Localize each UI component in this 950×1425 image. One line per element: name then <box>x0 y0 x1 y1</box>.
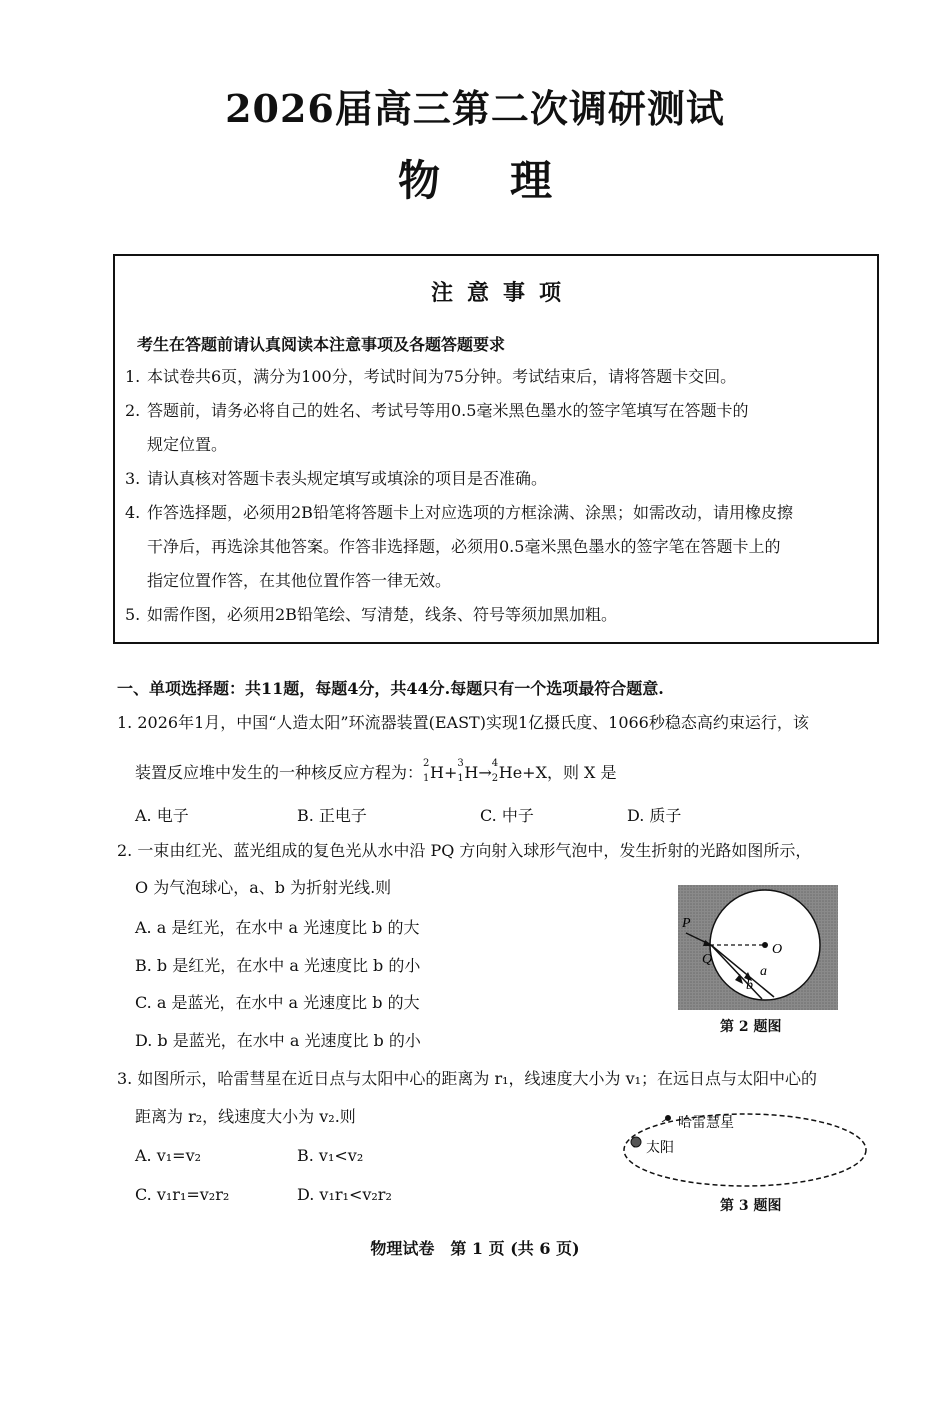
q1-option-c: C. 中子 <box>480 806 534 825</box>
q1-line2: 装置反应堆中发生的一种核反应方程为： 2 1 H+ 3 1 H→ 4 2 He+X，则 X 是 <box>135 758 617 784</box>
q1-line1: 1. 2026年1月，中国“人造太阳”环流器装置(EAST)实现1亿摄氏度、1066秒稳态高约束运行，该 <box>117 713 809 732</box>
q2-option-b: B. b 是红光，在水中 a 光速度比 b 的小 <box>135 956 421 975</box>
label-a: a <box>760 964 767 979</box>
halley-orbit-figure <box>618 1105 873 1190</box>
sun-label: 太阳 <box>646 1140 674 1156</box>
nuclide-h3: 3 1 H <box>457 758 479 784</box>
sun-dot-label: · <box>632 1139 637 1154</box>
notice-box <box>113 254 879 644</box>
label-q: Q <box>702 952 713 967</box>
q3-option-c: C. v₁r₁=v₂r₂ <box>135 1185 230 1204</box>
q3-caption: 第 3 题图 <box>720 1198 782 1214</box>
center-point <box>762 942 768 948</box>
q3-option-b: B. v₁<v₂ <box>297 1146 364 1165</box>
notice-item-4: 4. 作答选择题，必须用2B铅笔将答题卡上对应选项的方框涂满、涂黑；如需改动，请用橡皮擦 干净后，再选涂其他答案。作答非选择题，必须用0.5毫米黑色墨水的签字笔在答题卡上的 指定位置作答，在其他位置作答一律无效。 <box>125 503 793 590</box>
nuclide-h2: 2 1 H <box>423 758 444 784</box>
notice-item-2: 2. 答题前，请务必将自己的姓名、考试号等用0.5毫米黑色墨水的签字笔填写在答题卡的 规定位置。 <box>125 401 749 454</box>
q3-option-d: D. v₁r₁<v₂r₂ <box>297 1185 392 1204</box>
label-b: b <box>746 978 753 993</box>
exam-subject: 物理 <box>397 156 622 205</box>
q1-option-a: A. 电子 <box>135 806 189 825</box>
q2-option-d: D. b 是蓝光，在水中 a 光速度比 b 的小 <box>135 1031 421 1050</box>
nuclide-he4: 4 2 He <box>491 758 523 784</box>
notice-intro: 考生在答题前请认真阅读本注意事项及各题答题要求 <box>137 335 506 354</box>
q2-line2: O 为气泡球心，a、b 为折射光线.则 <box>135 878 392 897</box>
q1-option-b: B. 正电子 <box>297 806 367 825</box>
q3-line2: 距离为 r₂，线速度大小为 v₂.则 <box>135 1107 356 1126</box>
label-p: P <box>682 916 691 931</box>
q2-option-c: C. a 是蓝光，在水中 a 光速度比 b 的大 <box>135 993 420 1012</box>
exam-title: 2026届高三第二次调研测试 <box>225 86 725 131</box>
notice-item-5: 5. 如需作图，必须用2B铅笔绘、写清楚，线条、符号等须加黑加粗。 <box>125 605 617 624</box>
bubble-refraction-figure <box>678 885 838 1010</box>
q2-option-a: A. a 是红光，在水中 a 光速度比 b 的大 <box>135 918 420 937</box>
q1-option-d: D. 质子 <box>627 806 682 825</box>
q3-line1: 3. 如图所示，哈雷彗星在近日点与太阳中心的距离为 r₁，线速度大小为 v₁；在远日点与太阳中心的 <box>117 1069 818 1088</box>
section-heading: 一、单项选择题：共11题，每题4分，共44分.每题只有一个选项最符合题意. <box>117 679 664 698</box>
q2-caption: 第 2 题图 <box>720 1019 782 1035</box>
label-o: O <box>772 942 783 957</box>
notice-item-1: 1. 本试卷共6页，满分为100分，考试时间为75分钟。考试结束后，请将答题卡交回。 <box>125 367 737 386</box>
q3-option-a: A. v₁=v₂ <box>135 1146 202 1165</box>
notice-title: 注意事项 <box>430 280 575 306</box>
page-footer: 物理试卷 第 1 页 (共 6 页) <box>370 1239 580 1258</box>
notice-item-3: 3. 请认真核对答题卡表头规定填写或填涂的项目是否准确。 <box>125 469 548 488</box>
q2-line1: 2. 一束由红光、蓝光组成的复色光从水中沿 PQ 方向射入球形气泡中，发生折射的光路如图所示， <box>117 841 812 860</box>
comet-label: 哈雷慧星 <box>678 1115 734 1131</box>
